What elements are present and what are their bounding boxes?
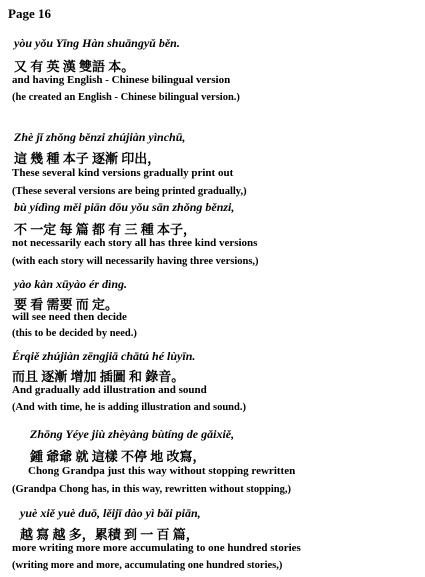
english-gloss-line: will see need then decide	[12, 311, 127, 323]
chinese-line: 要 看 需要 而 定。	[14, 297, 119, 312]
translation-line: (And with time, he is adding illustration and sound.)	[12, 402, 246, 413]
english-gloss-line: These several kind versions gradually print out	[12, 167, 234, 179]
english-gloss-line: And gradually add illustration and sound	[12, 384, 207, 396]
pinyin-line: yuè xiě yuè duō, lěijī dào yì bǎi piān,	[20, 506, 201, 520]
pinyin-line: Zhōng Yéye jiù zhèyàng bùtíng de gǎixiě,	[30, 427, 235, 441]
pinyin-line: bù yídìng měi piān dōu yǒu sān zhǒng běnzi,	[14, 200, 235, 214]
english-gloss-line: Chong Grandpa just this way without stopping rewritten	[28, 465, 296, 477]
english-gloss-line: not necessarily each story all has three kind versions	[12, 237, 258, 249]
english-gloss-line: more writing more more accumulating to one hundred stories	[12, 542, 301, 554]
chinese-line: 不 一定 每 篇 都 有 三 種 本子，	[14, 222, 197, 237]
chinese-line: 而且 逐漸 增加 插圖 和 錄音。	[12, 369, 185, 384]
chinese-line: 越 寫 越 多，累積 到 一 百 篇，	[20, 527, 199, 542]
pinyin-line: Érqiě zhújiàn zēngjiā chātú hé lùyīn.	[12, 349, 196, 363]
chinese-line: 鍾 爺爺 就 這樣 不停 地 改寫，	[30, 449, 206, 464]
pinyin-line: Zhè jǐ zhǒng běnzi zhújiàn yìnchū,	[14, 130, 186, 144]
translation-line: (with each story will necessarily having three versions,)	[12, 256, 259, 267]
translation-line: (this to be decided by need.)	[12, 328, 137, 339]
translation-line: (he created an English - Chinese bilingual version.)	[12, 92, 240, 103]
page-title: Page 16	[8, 6, 51, 21]
translation-line: (writing more and more, accumulating one hundred stories,)	[12, 560, 283, 571]
english-gloss-line: and having English - Chinese bilingual version	[12, 74, 231, 86]
pinyin-line: yòu yǒu Yīng Hàn shuāngyǔ běn.	[14, 36, 180, 50]
translation-line: (Grandpa Chong has, in this way, rewritten without stopping,)	[12, 484, 291, 495]
pinyin-line: yào kàn xūyào ér dìng.	[14, 277, 128, 291]
chinese-line: 又 有 英 漢 雙語 本。	[14, 59, 135, 74]
chinese-line: 這 幾 種 本子 逐漸 印出，	[14, 151, 161, 166]
translation-line: (These several versions are being printed gradually,)	[12, 186, 247, 197]
